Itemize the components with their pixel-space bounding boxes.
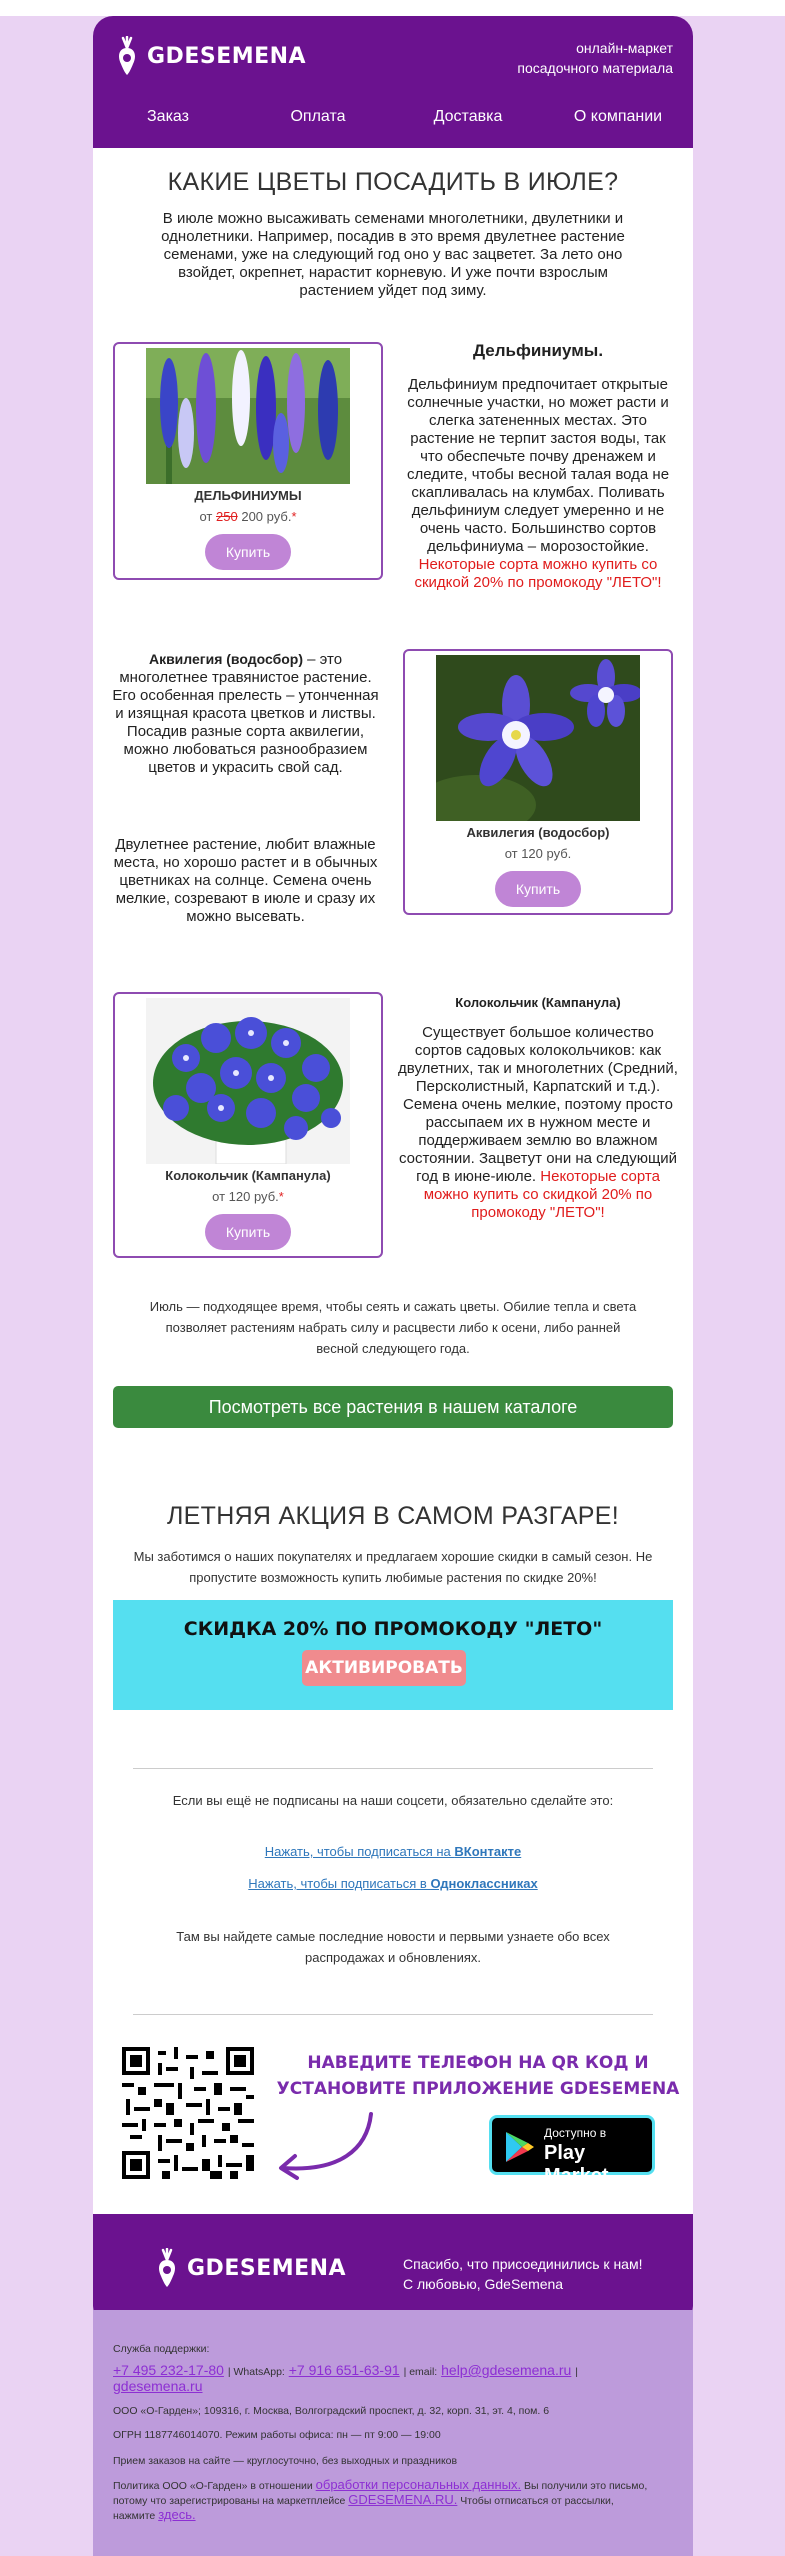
aquilegia-text — [108, 650, 383, 777]
email-link[interactable]: help@gdesemena.ru — [441, 2362, 572, 2378]
tagline-line2: посадочного материала — [517, 60, 673, 76]
vk-link[interactable] — [265, 1844, 521, 1859]
buy-button[interactable]: Купить — [205, 534, 291, 570]
site-link[interactable]: gdesemena.ru — [113, 2378, 203, 2394]
footer-thanks — [403, 2254, 642, 2294]
delphinium-image — [146, 348, 350, 484]
price-star: * — [278, 1189, 284, 1204]
logo-text: GDESEMENA — [187, 2255, 347, 2281]
product-name: Колокольчик (Кампанула) — [165, 1168, 331, 1183]
vk-link-name: ВКонтакте — [454, 1844, 522, 1859]
thanks-line2: С любовью, GdeSemena — [403, 2276, 564, 2292]
tagline-line1: онлайн-маркет — [576, 40, 673, 56]
tagline — [517, 38, 673, 78]
aquilegia-image — [436, 655, 640, 821]
main-nav — [93, 108, 693, 126]
promo-note: Некоторые сорта можно купить со скидкой 20% по промокоду "ЛЕТО"! — [423, 1168, 660, 1221]
social-intro: Если вы ещё не подписаны на наши соцсети, обязательно сделайте это: — [172, 1793, 614, 1808]
buy-button[interactable]: Купить — [495, 871, 581, 907]
arrow-icon — [269, 2110, 379, 2182]
article-outro: Июль — подходящее время, чтобы сеять и сажать цветы. Обилие тепла и света позволяет растениям набрать силу и расцвести либо к осени, либо ранней весной следующего года. — [149, 1299, 637, 1356]
ok-link-name: Одноклассниках — [430, 1876, 538, 1891]
header — [93, 16, 693, 148]
aquilegia-text2: Двулетнее растение, любит влажные места, но хорошо растет и в обычных цветниках на солнце. Семена очень мелкие, созревают в июле и сразу их можно высевать. — [113, 836, 378, 925]
policy-tail: Чтобы отписаться от рассылки, нажмите — [113, 2495, 614, 2522]
delphinium-heading: Дельфиниумы. — [472, 341, 604, 360]
logo-text: GDESEMENA — [147, 43, 307, 69]
carrot-logo-icon — [153, 2248, 181, 2288]
product-price: от 120 руб. — [504, 846, 572, 861]
price-star: * — [291, 509, 297, 524]
ok-link-line — [93, 1876, 693, 1891]
price-prefix: от — [199, 509, 213, 524]
old-price: 250 — [216, 509, 238, 524]
unsubscribe-link[interactable]: здесь. — [158, 2507, 196, 2522]
ok-link[interactable] — [248, 1876, 537, 1891]
promo-note: Некоторые сорта можно купить со скидкой 20% по промокоду "ЛЕТО"! — [414, 556, 662, 591]
carrot-logo-icon — [113, 36, 141, 76]
play-store-icon — [502, 2130, 536, 2164]
legal-section — [93, 2310, 693, 2556]
separator: | — [575, 2366, 578, 2378]
delphinium-description: Дельфиниум предпочитает открытые солнечные участки, но может расти и слегка затененных местах. Это растение не терпит застоя воды, так что обеспечьте почву дренажем и следите, чтобы весной талая вода не скапливалась на клумбах. Поливать дельфиниум следует умеренно и не очень часто. Большинство сортов дельфиниума – морозостойкие. — [406, 376, 670, 555]
separator: | — [403, 2366, 410, 2378]
product-card-campanula — [113, 992, 383, 1258]
footer-logo[interactable] — [153, 2248, 346, 2288]
separator: | — [227, 2366, 234, 2378]
promo-text: Мы заботимся о наших покупателях и предлагаем хорошие скидки в самый сезон. Не пропустите возможность купить любимые растения по скидке 20%! — [133, 1549, 653, 1585]
support-label: Служба поддержки: — [113, 2343, 210, 2355]
marketplace-link[interactable]: GDESEMENA.RU. — [348, 2492, 458, 2507]
nav-about[interactable]: О компании — [573, 108, 663, 125]
email-container — [93, 16, 693, 2556]
ok-link-prefix: Нажать, чтобы подписаться в — [248, 1876, 431, 1891]
article-title: КАКИЕ ЦВЕТЫ ПОСАДИТЬ В ИЮЛЕ? — [167, 168, 619, 196]
product-price — [115, 1189, 381, 1204]
campanula-text — [398, 1024, 678, 1222]
qr-instruction: НАВЕДИТЕ ТЕЛЕФОН НА QR КОД И УСТАНОВИТЕ ПРИЛОЖЕНИЕ GDESEMENA — [276, 2053, 680, 2099]
catalog-button[interactable]: Посмотреть все растения в нашем каталоге — [113, 1386, 673, 1428]
article-intro: В июле можно высаживать семенами многолетники, двулетники и однолетники. Например, посадив в это время двулетнее растение семенами, уже на следующий год оно у вас зацветет. За лето оно взойдет, окрепнет, нарастит корневую. И уже почти взрослым растением уйдет под зиму. — [161, 210, 625, 299]
orders-info: Прием заказов на сайте — круглосуточно, без выходных и праздников — [113, 2455, 458, 2467]
site-line — [113, 2378, 203, 2394]
policy-prefix: Политика ООО «О-Гарден» в отношении — [113, 2480, 316, 2492]
vk-link-prefix: Нажать, чтобы подписаться на — [264, 1844, 455, 1859]
product-card-aquilegia — [403, 649, 673, 915]
campanula-description: Существует большое количество сортов садовых колокольчиков: как двулетних, так и многолетних (Средний, Персколистный, Карпатский и т.д.). Семена очень мелкие, поэтому просто рассыпаем их в нужном месте и поддерживаем землю во влажном состоянии. Зацветут они на следующий год в июне-июле. — [398, 1024, 678, 1185]
nav-delivery[interactable]: Доставка — [433, 108, 503, 125]
store-label: Доступно в — [544, 2126, 607, 2140]
logo[interactable] — [113, 36, 306, 76]
nav-order[interactable]: Заказ — [147, 108, 189, 125]
delphinium-text — [398, 376, 678, 592]
top-strip — [0, 0, 785, 16]
store-name: Play Market — [544, 2142, 609, 2187]
thanks-line1: Спасибо, что присоединились к нам! — [403, 2256, 643, 2272]
buy-button[interactable]: Купить — [205, 1214, 291, 1250]
nav-payment[interactable]: Оплата — [290, 108, 346, 125]
policy-text — [113, 2478, 653, 2523]
product-name: Аквилегия (водосбор) — [466, 825, 610, 840]
promo-title: ЛЕТНЯЯ АКЦИЯ В САМОМ РАЗГАРЕ! — [166, 1502, 620, 1530]
play-market-button[interactable] — [489, 2115, 655, 2187]
promo-banner-title: СКИДКА 20% ПО ПРОМОКОДУ "ЛЕТО" — [183, 1618, 603, 1640]
aquilegia-description: – это многолетнее травянистое растение. Его особенная прелесть – утонченная и изящная красота цветков и листвы. Посадив разные сорта аквилегии, можно любоваться разнообразием цветов и украсить свой сад. — [112, 651, 379, 776]
phone-link[interactable]: +7 495 232-17-80 — [113, 2362, 224, 2378]
vk-link-line — [93, 1844, 693, 1859]
whatsapp-label: WhatsApp: — [233, 2366, 285, 2378]
address: ООО «О-Гарден»; 109316, г. Москва, Волгоградский проспект, д. 32, корп. 31, эт. 4, пом. 6 — [113, 2405, 550, 2417]
promo-banner — [113, 1600, 673, 1710]
divider — [133, 1768, 653, 1769]
campanula-image — [146, 998, 350, 1164]
campanula-heading: Колокольчик (Кампанула) — [455, 995, 621, 1010]
new-price: 200 руб. — [241, 509, 292, 524]
ogrn: ОГРН 1187746014070. Режим работы офиса: пн — пт 9:00 — 19:00 — [113, 2429, 441, 2441]
privacy-link[interactable]: обработки персональных данных. — [315, 2477, 522, 2492]
email-label: email: — [409, 2366, 438, 2378]
divider — [133, 2014, 653, 2015]
whatsapp-link[interactable]: +7 916 651-63-91 — [288, 2362, 400, 2378]
qr-code-icon — [122, 2047, 254, 2179]
product-card-delphinium — [113, 342, 383, 580]
product-name: ДЕЛЬФИНИУМЫ — [194, 488, 302, 503]
social-outro: Там вы найдете самые последние новости и первыми узнаете обо всех распродажах и обновлениях. — [176, 1929, 610, 1965]
activate-button[interactable]: АКТИВИРОВАТЬ — [302, 1650, 466, 1686]
policy-mid: Вы получили это письмо, потому что зарегистрированы на маркетплейсе — [113, 2480, 648, 2507]
product-price — [115, 509, 381, 524]
price-value: от 120 руб. — [212, 1189, 279, 1204]
aquilegia-heading: Аквилегия (водосбор) — [148, 651, 303, 667]
